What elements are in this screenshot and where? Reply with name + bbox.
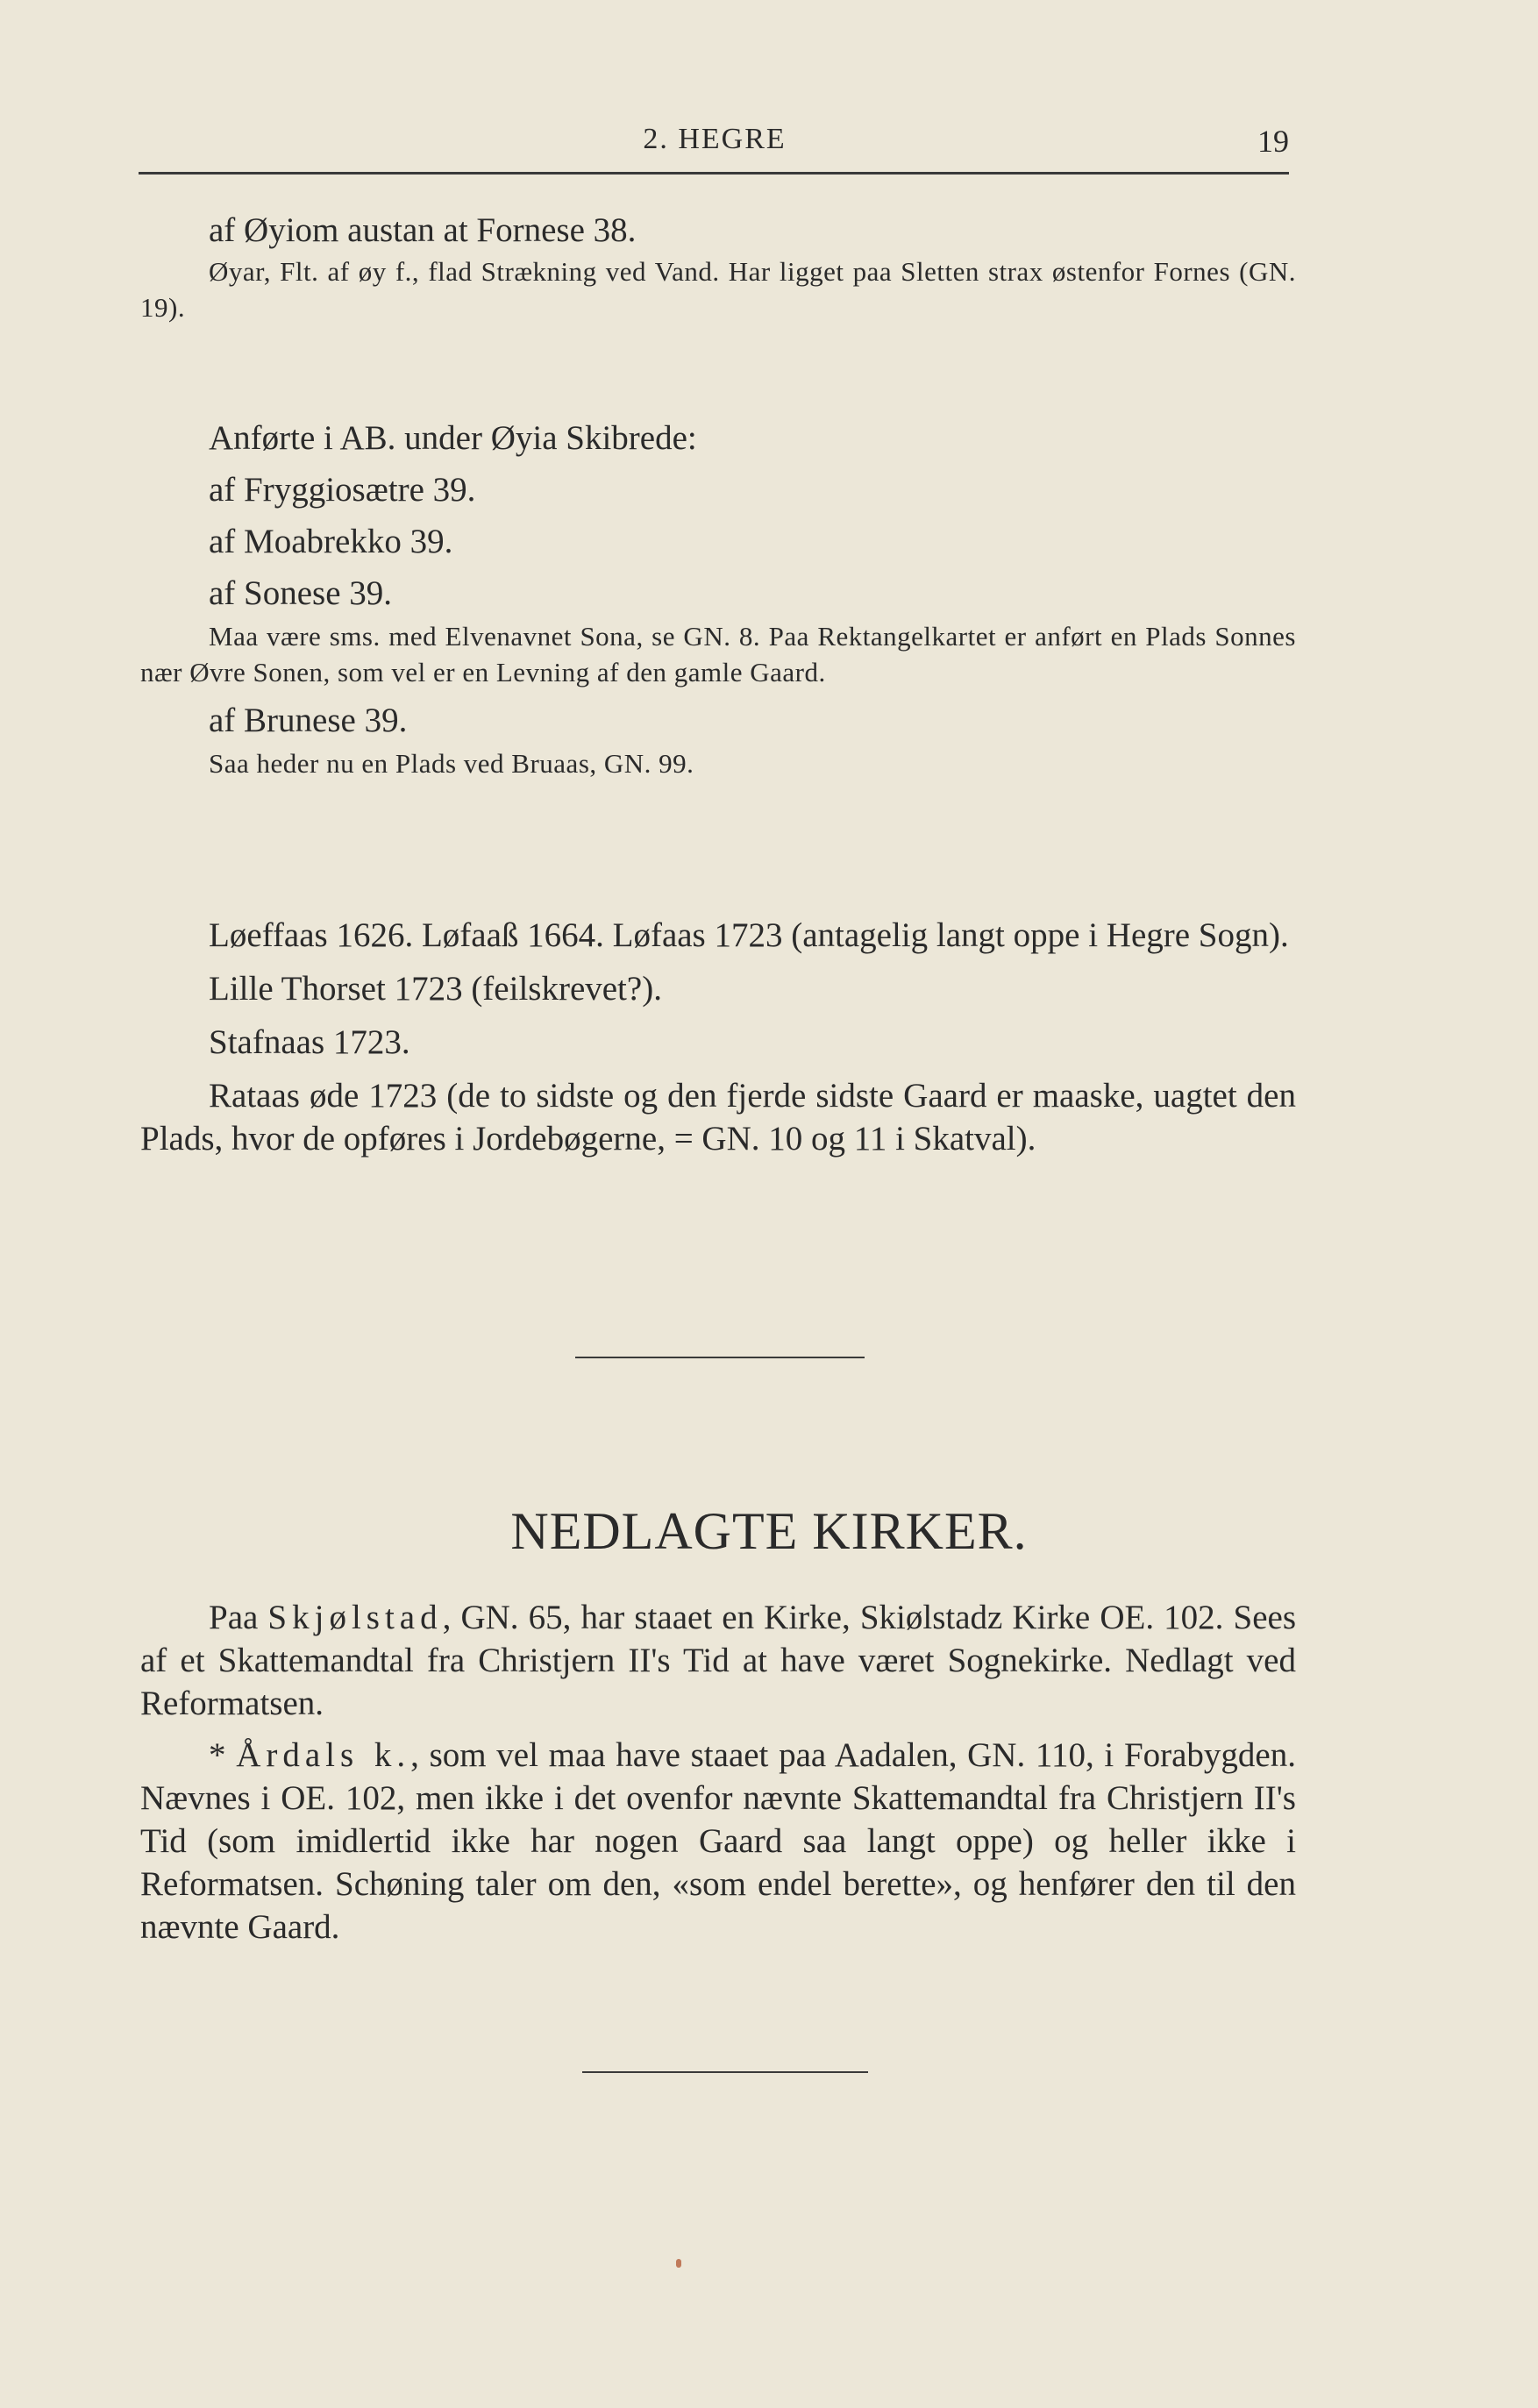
ab-note-brunese: Saa heder nu en Plads ved Bruaas, GN. 99. — [209, 748, 694, 779]
entry-line: af Øyiom austan at Fornese 38. — [209, 211, 637, 249]
ab-item-moabrekko: af Moabrekko 39. — [209, 523, 453, 560]
para-start: Paa — [209, 1599, 259, 1636]
ab-intro: Anførte i AB. under Øyia Skibrede: — [209, 419, 697, 457]
section-divider — [575, 1357, 865, 1358]
place-name-ardals: Årdals k. — [236, 1736, 411, 1774]
ab-note-sonese: Maa være sms. med Elvenavnet Sona, se GN. 8. Paa Rektangelkartet er anført en Plads Sonnes nær Øvre Sonen, som vel er en Levning af den gamle Gaard. — [140, 621, 1296, 687]
ink-spot — [676, 2259, 681, 2268]
top-entry — [140, 209, 1296, 325]
ab-section — [140, 417, 1296, 781]
page-header — [140, 123, 1289, 158]
asterisk-mark: * — [209, 1736, 226, 1774]
para-loeffaas: Løeffaas 1626. Løfaaß 1664. Løfaas 1723 (antagelig langt oppe i Hegre Sogn). — [209, 916, 1289, 954]
page-number: 19 — [1257, 124, 1289, 159]
ab-item-fryggiosaetre: af Fryggiosætre 39. — [209, 471, 476, 509]
mid-section — [140, 914, 1296, 1160]
section-heading: NEDLAGTE KIRKER. — [510, 1502, 1028, 1560]
para-stafnaas: Stafnaas 1723. — [209, 1023, 410, 1061]
kirker-section — [140, 1596, 1296, 1948]
para-skjolstad — [140, 1596, 1296, 1725]
para-ardals — [140, 1734, 1296, 1948]
para-rataas: Rataas øde 1723 (de to sidste og den fjerde sidste Gaard er maaske, uagtet den Plads, hvor de opføres i Jordebøgerne, = GN. 10 og 11 i Skatval). — [140, 1077, 1296, 1158]
para-text: , GN. 65, har staaet en Kirke, Skiølstadz Kirke OE. 102. Sees af et Skattemandtal fra Christjern II's Tid at have været Sognekirke. Nedlagt ved Reformatsen. — [140, 1599, 1297, 1722]
header-rule — [139, 172, 1289, 175]
para-text: , som vel maa have staaet paa Aadalen, GN. 110, i Forabygden. Nævnes i OE. 102, men ikke i det ovenfor nævnte Skattemandtal fra Christjern II's Tid (som imidlertid ikke har nogen Gaard saa langt oppe) og heller ikke i Reformatsen. Schøning taler om den, «som endel berette», og henfører den til den nævnte Gaard. — [140, 1736, 1296, 1946]
running-title: 2. HEGRE — [643, 123, 787, 155]
para-lille-thorset: Lille Thorset 1723 (feilskrevet?). — [209, 970, 662, 1008]
ab-item-brunese: af Brunese 39. — [209, 702, 408, 739]
end-divider — [582, 2071, 868, 2073]
entry-note: Øyar, Flt. af øy f., flad Strækning ved Vand. Har ligget paa Sletten strax østenfor Fornes (GN. 19). — [140, 256, 1296, 323]
place-name-skjolstad: Skjølstad — [267, 1599, 443, 1636]
ab-item-sonese: af Sonese 39. — [209, 574, 393, 612]
